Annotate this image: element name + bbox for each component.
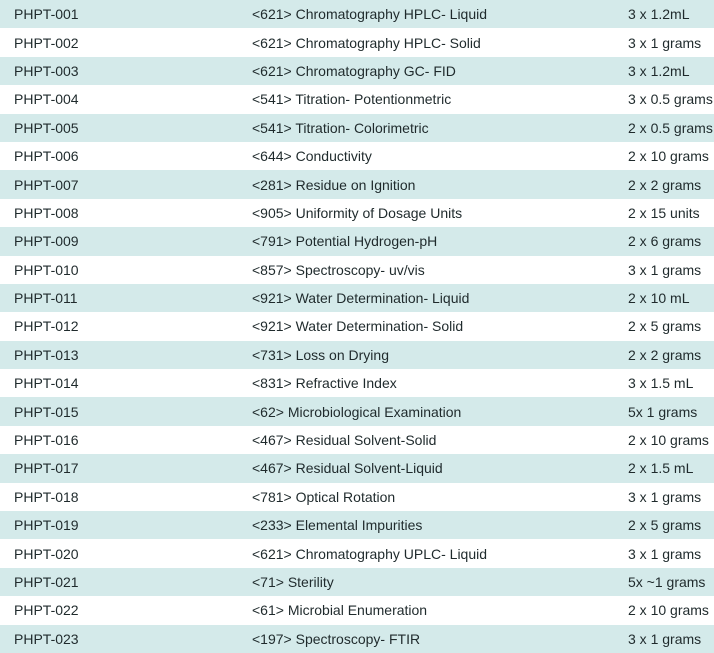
test-name-cell: <921> Water Determination- Solid xyxy=(252,318,464,335)
test-name-cell: <281> Residue on Ignition xyxy=(252,176,416,193)
quantity-cell: 3 x 1 grams xyxy=(628,34,702,51)
test-name-cell: <621> Chromatography HPLC- Liquid xyxy=(252,6,488,23)
quantity-cell: 2 x 10 grams xyxy=(628,432,709,449)
product-code-cell: PHPT-016 xyxy=(14,432,79,449)
quantity-cell: 3 x 1 grams xyxy=(628,545,702,562)
product-code-cell: PHPT-018 xyxy=(14,488,79,505)
product-code-cell: PHPT-009 xyxy=(14,233,79,250)
test-name-cell: <831> Refractive Index xyxy=(252,375,397,392)
product-code-cell: PHPT-004 xyxy=(14,91,79,108)
table-row xyxy=(0,539,714,567)
test-name-cell: <541> Titration- Colorimetric xyxy=(252,119,429,136)
test-name-cell: <644> Conductivity xyxy=(252,148,372,165)
test-name-cell: <61> Microbial Enumeration xyxy=(252,602,428,619)
table-row xyxy=(0,454,714,482)
test-name-cell: <781> Optical Rotation xyxy=(252,488,396,505)
product-code-cell: PHPT-022 xyxy=(14,602,79,619)
table-row xyxy=(0,312,714,340)
quantity-cell: 2 x 5 grams xyxy=(628,517,702,534)
quantity-cell: 2 x 10 grams xyxy=(628,148,709,165)
product-code-cell: PHPT-023 xyxy=(14,630,79,647)
product-code-cell: PHPT-014 xyxy=(14,375,79,392)
product-code-cell: PHPT-008 xyxy=(14,204,79,221)
table-row xyxy=(0,341,714,369)
quantity-cell: 2 x 2 grams xyxy=(628,176,702,193)
table-row xyxy=(0,625,714,653)
product-code-cell: PHPT-012 xyxy=(14,318,79,335)
table-row xyxy=(0,28,714,56)
table-row xyxy=(0,483,714,511)
quantity-cell: 5x 1 grams xyxy=(628,403,698,420)
table-row xyxy=(0,256,714,284)
table-row xyxy=(0,511,714,539)
table-row xyxy=(0,0,714,28)
quantity-cell: 2 x 0.5 grams xyxy=(628,119,713,136)
product-code-cell: PHPT-019 xyxy=(14,517,79,534)
table-row xyxy=(0,142,714,170)
product-code-cell: PHPT-017 xyxy=(14,460,79,477)
quantity-cell: 2 x 15 units xyxy=(628,204,700,221)
table-row xyxy=(0,114,714,142)
test-name-cell: <467> Residual Solvent-Liquid xyxy=(252,460,443,477)
table-row xyxy=(0,369,714,397)
test-name-cell: <541> Titration- Potentionmetric xyxy=(252,91,452,108)
test-name-cell: <921> Water Determination- Liquid xyxy=(252,290,470,307)
test-name-cell: <233> Elemental Impurities xyxy=(252,517,423,534)
product-code-cell: PHPT-010 xyxy=(14,261,79,278)
table-row xyxy=(0,170,714,198)
test-name-cell: <71> Sterility xyxy=(252,574,334,590)
table-row xyxy=(0,227,714,255)
table-row xyxy=(0,57,714,85)
test-name-cell: <791> Potential Hydrogen-pH xyxy=(252,233,438,250)
product-code-cell: PHPT-011 xyxy=(14,290,78,307)
quantity-cell: 3 x 1.2mL xyxy=(628,62,690,79)
test-name-cell: <197> Spectroscopy- FTIR xyxy=(252,630,421,647)
product-code-cell: PHPT-007 xyxy=(14,176,79,193)
quantity-cell: 3 x 1 grams xyxy=(628,630,702,647)
product-code-cell: PHPT-021 xyxy=(14,574,79,590)
test-name-cell: <731> Loss on Drying xyxy=(252,346,389,363)
table-row xyxy=(0,284,714,312)
product-code-cell: PHPT-015 xyxy=(14,403,79,420)
quantity-cell: 3 x 1 grams xyxy=(628,261,702,278)
quantity-cell: 3 x 0.5 grams xyxy=(628,91,713,108)
table-row xyxy=(0,199,714,227)
test-name-cell: <621> Chromatography HPLC- Solid xyxy=(252,34,481,51)
quantity-cell: 2 x 10 mL xyxy=(628,290,690,307)
test-name-cell: <621> Chromatography GC- FID xyxy=(252,62,456,79)
quantity-cell: 3 x 1.2mL xyxy=(628,6,690,23)
quantity-cell: 2 x 10 grams xyxy=(628,602,709,619)
quantity-cell: 3 x 1.5 mL xyxy=(628,375,694,392)
product-code-cell: PHPT-020 xyxy=(14,545,79,562)
quantity-cell: 2 x 1.5 mL xyxy=(628,460,694,477)
product-code-cell: PHPT-013 xyxy=(14,346,79,363)
table-row xyxy=(0,426,714,454)
quantity-cell: 2 x 6 grams xyxy=(628,233,702,250)
test-name-cell: <857> Spectroscopy- uv/vis xyxy=(252,261,425,278)
table-row xyxy=(0,397,714,425)
test-name-cell: <467> Residual Solvent-Solid xyxy=(252,432,437,449)
product-code-cell: PHPT-001 xyxy=(14,6,79,23)
test-name-cell: <621> Chromatography UPLC- Liquid xyxy=(252,545,488,562)
product-code-cell: PHPT-006 xyxy=(14,148,79,165)
test-name-cell: <905> Uniformity of Dosage Units xyxy=(252,204,463,221)
quantity-cell: 5x ~1 grams xyxy=(628,574,706,590)
product-code-cell: PHPT-003 xyxy=(14,62,79,79)
table-row xyxy=(0,596,714,624)
table-row xyxy=(0,568,714,596)
product-code-cell: PHPT-005 xyxy=(14,119,79,136)
table-row xyxy=(0,85,714,113)
quantity-cell: 2 x 2 grams xyxy=(628,346,702,363)
product-code-cell: PHPT-002 xyxy=(14,34,79,51)
test-name-cell: <62> Microbiological Examination xyxy=(252,403,462,420)
quantity-cell: 2 x 5 grams xyxy=(628,318,702,335)
quantity-cell: 3 x 1 grams xyxy=(628,488,702,505)
